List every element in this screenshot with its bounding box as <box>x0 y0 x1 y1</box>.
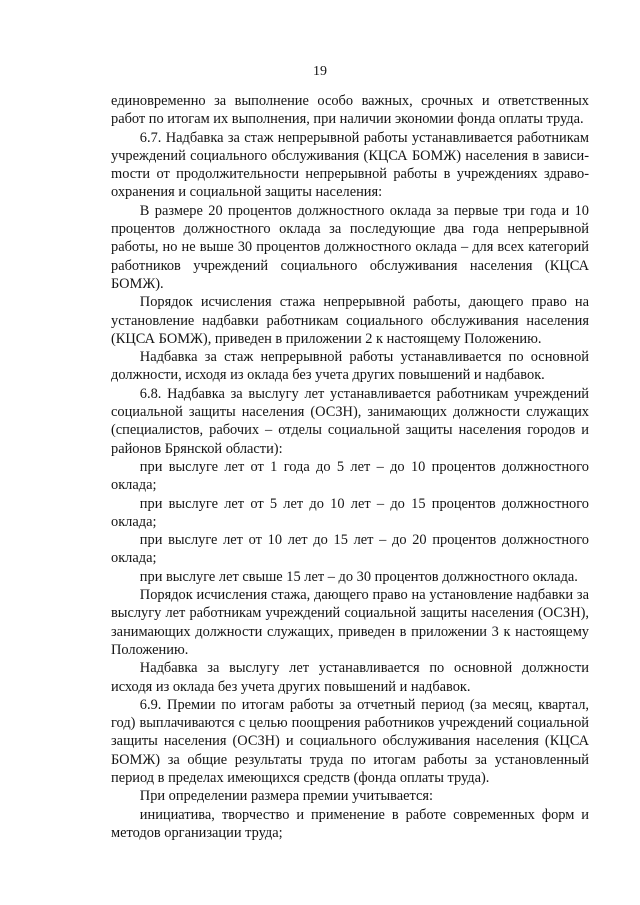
paragraph-6-8-long-service-allowance: 6.8. Надбавка за выслугу лет устанавливается работникам учреждений социальной защиты населения (ОСЗН), занимающих должности служащих (специалистов, рабочих – отделы социальной защиты населения городов и районов Брянской области): <box>111 385 589 457</box>
paragraph-bonus-continuation: единовременно за выполнение особо важных, срочных и ответственных работ по итогам их выполнения, при наличии экономии фонда оплаты труда. <box>111 93 589 128</box>
page-number: 19 <box>313 64 327 79</box>
list-item-service-5-to-10: при выслуге лет от 5 лет до 10 лет – до 15 процентов должностного оклада; <box>111 495 589 530</box>
paragraph-6-7-continuous-service-allowance: 6.7. Надбавка за стаж непрерывной работы устанавливается работникам учреждений социального обслуживания (КЦСА БОМЖ) населения в зависиmости от продолжительности непрерывной работы в учреждениях здравоохранения и социальной защиты населения: <box>111 129 589 201</box>
paragraph-6-9-performance-bonuses: 6.9. Премии по итогам работы за отчетный период (за месяц, квартал, год) выплачиваются с целью поощрения работников учреждений социальной защиты населения (ОСЗН) и социального обслуживания населения (КЦСА БОМЖ) за общие результаты труда по итогам работы за установленный период в пределах имеющихся средств (фонда оплаты труда). <box>111 696 589 786</box>
paragraph-long-service-calculation: Порядок исчисления стажа, дающего право на установление надбавки за выслугу лет работникам учреждений социальной защиты населения (ОСЗН), занимающих должности служащих, приведен в приложении 3 к настоящему Положению. <box>111 587 589 658</box>
paragraph-continuous-service-rates: В размере 20 процентов должностного оклада за первые три года и 10 процентов должностного оклада за последующие два года непрерывной работы, но не выше 30 процентов должностного оклада – для всех категорий работников учреждений социального обслуживания населения (КЦСА БОМЖ). <box>111 202 589 292</box>
paragraph-long-service-basis: Надбавка за выслугу лет устанавливается по основной должности исходя из оклада без учета других повышений и надбавок. <box>111 660 589 695</box>
document-body <box>111 92 589 842</box>
list-item-initiative-creativity: инициатива, творчество и применение в работе современных форм и методов организации труда; <box>111 806 589 841</box>
paragraph-bonus-criteria-intro: При определении размера премии учитывается: <box>139 788 434 805</box>
paragraph-continuous-service-basis: Надбавка за стаж непрерывной работы устанавливается по основной должности, исходя из оклада без учета других повышений и надбавок. <box>111 349 589 384</box>
list-item-service-10-to-15: при выслуге лет от 10 лет до 15 лет – до 20 процентов должностного оклада; <box>111 532 589 567</box>
list-item-service-1-to-5: при выслуге лет от 1 года до 5 лет – до 10 процентов должностного оклада; <box>111 458 589 494</box>
paragraph-continuous-service-calculation: Порядок исчисления стажа непрерывной работы, дающего право на установление надбавки работникам социального обслуживания населения (КЦСА БОМЖ), приведен в приложении 2 к настоящему Положению. <box>111 294 589 347</box>
list-item-service-over-15: при выслуге лет свыше 15 лет – до 30 процентов должностного оклада. <box>139 568 578 585</box>
